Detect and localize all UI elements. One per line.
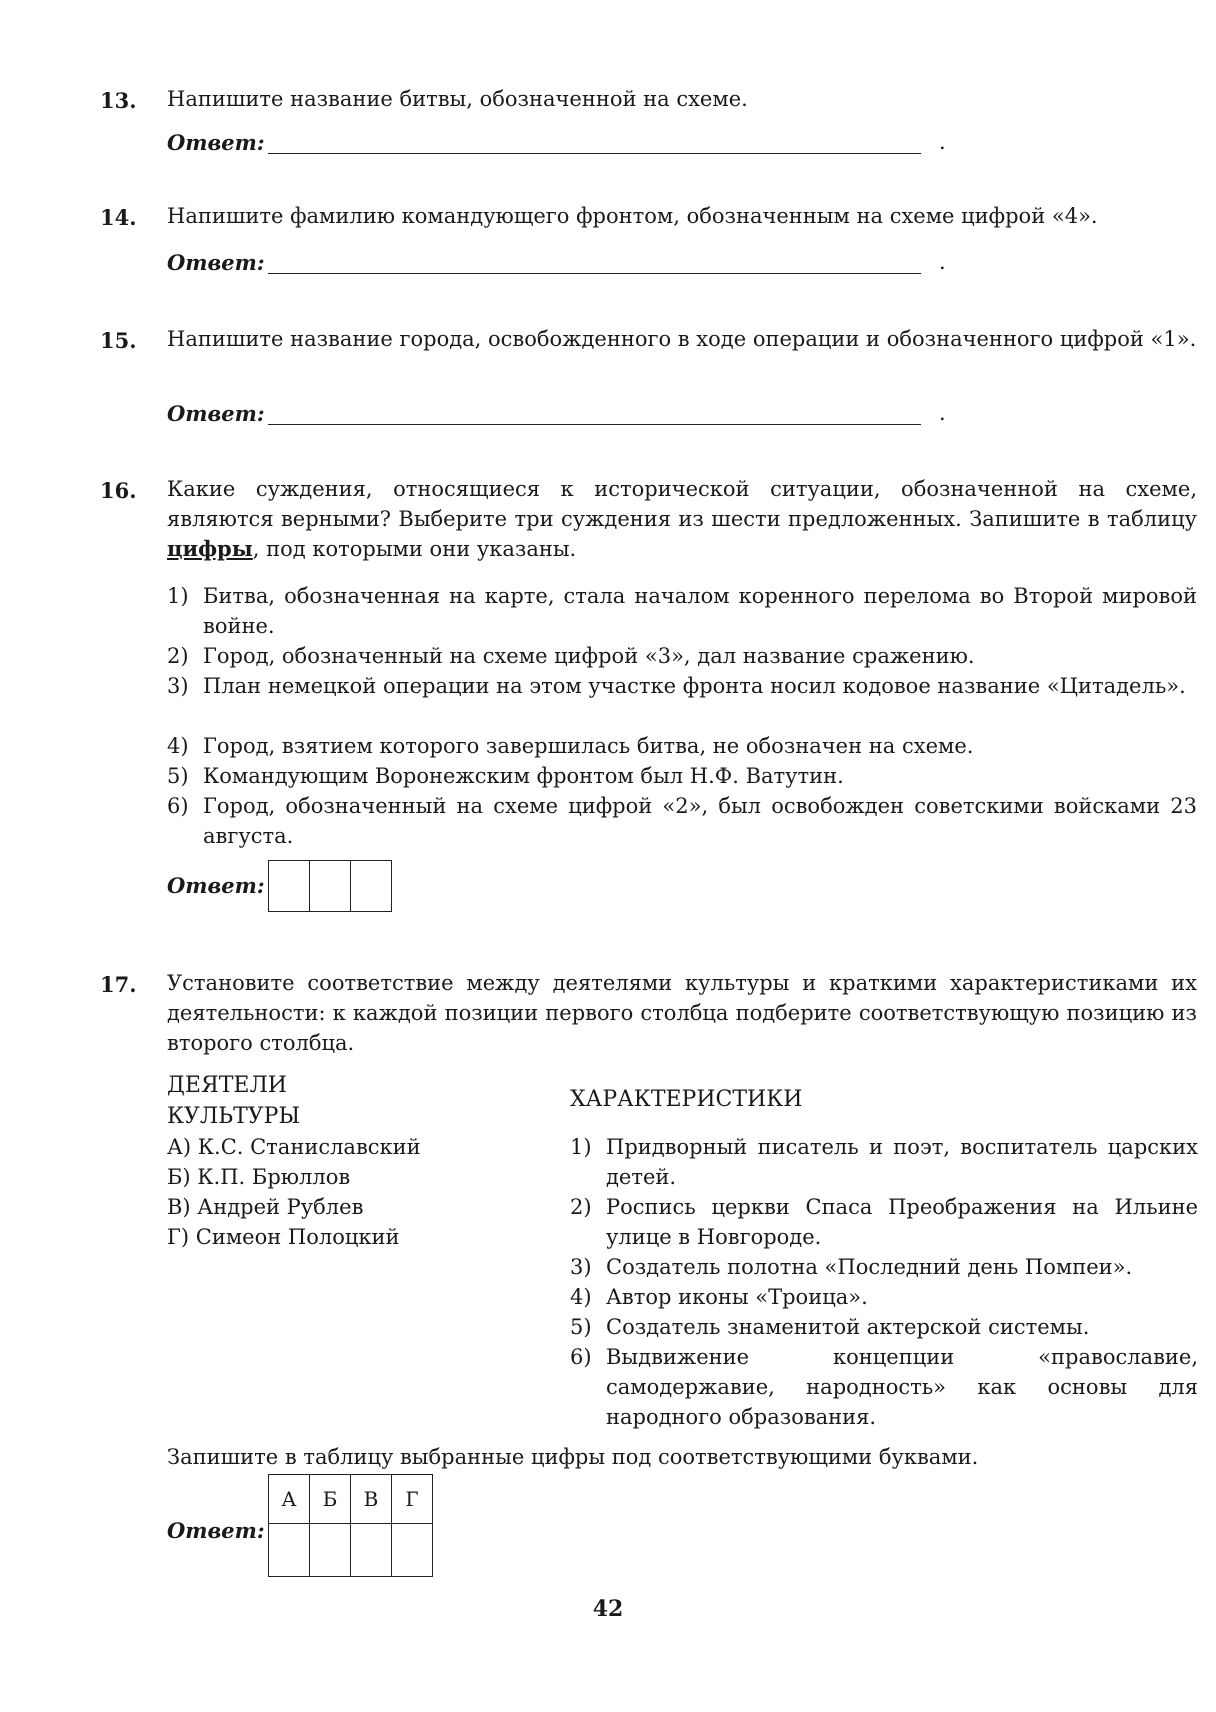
option-text: План немецкой операции на этом участке фронта носил кодовое название «Цитадель». <box>203 674 1186 698</box>
task-text <box>167 474 1197 564</box>
left-column-heading <box>167 1070 300 1132</box>
answer-cell[interactable] <box>269 861 310 912</box>
answer-table <box>268 1474 433 1577</box>
answer-cell[interactable] <box>310 861 351 912</box>
option-number: 6) <box>167 794 189 818</box>
option-number: 3) <box>167 674 189 698</box>
answer-dot: . <box>939 130 946 154</box>
item-number: 3) <box>570 1255 592 1279</box>
answer-dot: . <box>939 401 946 425</box>
letter-cell: В <box>351 1475 392 1524</box>
answer-row <box>167 401 946 431</box>
letter-cell: Б <box>310 1475 351 1524</box>
answer-line[interactable] <box>268 273 921 274</box>
task-number: 14. <box>100 205 137 230</box>
answer-label: Ответ: <box>167 250 265 275</box>
option-number: 2) <box>167 644 189 668</box>
letter-cell: А <box>269 1475 310 1524</box>
left-heading-line: КУЛЬТУРЫ <box>167 1104 301 1129</box>
left-column-item: А) К.С. Станиславский <box>167 1135 421 1159</box>
right-column-heading: ХАРАКТЕРИСТИКИ <box>570 1087 803 1112</box>
option-text: Битва, обозначенная на карте, стала началом коренного перелома во Второй мировой войне. <box>203 584 1197 638</box>
item-number: 1) <box>570 1135 592 1159</box>
answer-row <box>167 250 946 280</box>
task-text: Напишите название города, освобожденного в ходе операции и обозначенного цифрой «1». <box>167 327 1197 351</box>
answer-cell[interactable] <box>351 1524 392 1577</box>
instruction-text: Запишите в таблицу выбранные цифры под соответствующими буквами. <box>167 1445 979 1469</box>
item-number: 2) <box>570 1195 592 1219</box>
task-text: Установите соответствие между деятелями культуры и краткими характеристиками их деятельности: к каждой позиции первого столбца подберите соответствующую позицию из второго столбца. <box>167 971 1197 1055</box>
answer-row <box>167 873 265 903</box>
answer-line[interactable] <box>268 424 921 425</box>
option-text: Командующим Воронежским фронтом был Н.Ф. Ватутин. <box>203 764 844 788</box>
item-number: 6) <box>570 1345 592 1369</box>
item-text: Создатель знаменитой актерской системы. <box>606 1315 1090 1339</box>
letter-cell: Г <box>392 1475 433 1524</box>
task-number: 16. <box>100 478 137 503</box>
item-text: Создатель полотна «Последний день Помпеи». <box>606 1255 1133 1279</box>
item-text: Роспись церкви Спаса Преображения на Ильине улице в Новгороде. <box>606 1195 1198 1249</box>
task-text-part: , под которыми они указаны. <box>252 537 577 561</box>
answer-row <box>167 130 946 160</box>
answer-table <box>268 860 392 912</box>
answer-cell[interactable] <box>351 861 392 912</box>
task-text-part: Какие суждения, относящиеся к исторической ситуации, обозначенной на схеме, являются верными? Выберите три суждения из шести предложенных. Запишите в таблицу <box>167 477 1197 531</box>
option-number: 4) <box>167 734 189 758</box>
option-number: 5) <box>167 764 189 788</box>
answer-row <box>167 1518 265 1548</box>
task-number: 13. <box>100 88 137 113</box>
answer-cell[interactable] <box>269 1524 310 1577</box>
item-text: Выдвижение концепции «православие, самодержавие, народность» как основы для народного образования. <box>606 1345 1198 1429</box>
answer-label: Ответ: <box>167 130 265 155</box>
left-column-item: Г) Симеон Полоцкий <box>167 1225 400 1249</box>
answer-label: Ответ: <box>167 401 265 426</box>
answer-label: Ответ: <box>167 873 265 898</box>
option-text: Город, взятием которого завершилась битва, не обозначен на схеме. <box>203 734 974 758</box>
answer-cell[interactable] <box>310 1524 351 1577</box>
item-number: 5) <box>570 1315 592 1339</box>
answer-dot: . <box>939 250 946 274</box>
item-text: Придворный писатель и поэт, воспитатель царских детей. <box>606 1135 1198 1189</box>
task-text: Напишите фамилию командующего фронтом, обозначенным на схеме цифрой «4». <box>167 204 1098 228</box>
left-column-item: В) Андрей Рублев <box>167 1195 364 1219</box>
item-text: Автор иконы «Троица». <box>606 1285 868 1309</box>
answer-label: Ответ: <box>167 1518 265 1543</box>
left-column-item: Б) К.П. Брюллов <box>167 1165 351 1189</box>
answer-cell[interactable] <box>392 1524 433 1577</box>
task-text: Напишите название битвы, обозначенной на схеме. <box>167 87 748 111</box>
answer-line[interactable] <box>268 153 921 154</box>
left-column-list <box>167 1132 421 1252</box>
option-number: 1) <box>167 584 189 608</box>
page-number: 42 <box>592 1596 624 1622</box>
task-number: 15. <box>100 328 137 353</box>
option-text: Город, обозначенный на схеме цифрой «2», был освобожден советскими войсками 23 августа. <box>203 794 1197 848</box>
task-text-emphasis: цифры <box>167 536 253 561</box>
item-number: 4) <box>570 1285 592 1309</box>
left-heading-line: ДЕЯТЕЛИ <box>167 1073 287 1098</box>
option-text: Город, обозначенный на схеме цифрой «3», дал название сражению. <box>203 644 975 668</box>
task-number: 17. <box>100 972 137 997</box>
